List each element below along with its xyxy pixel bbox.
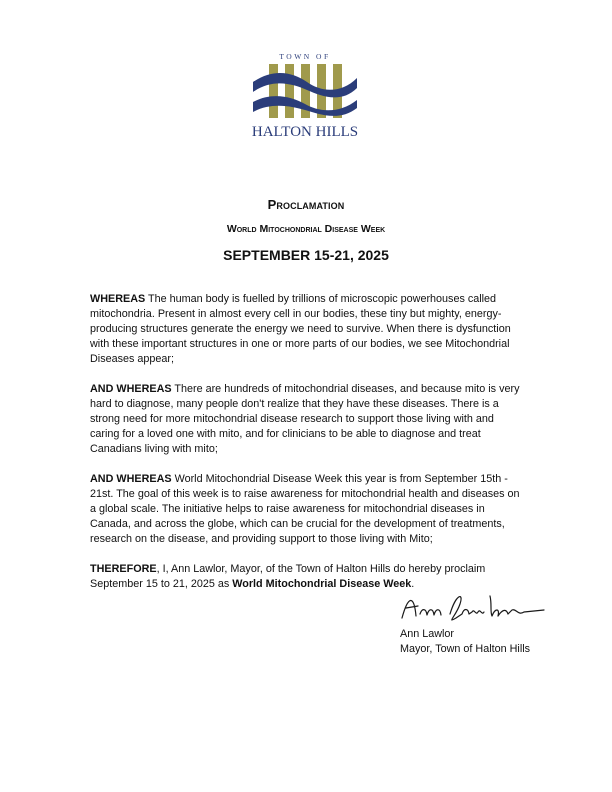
signer-name: Ann Lawlor (400, 628, 455, 640)
therefore-lead: THEREFORE (90, 563, 157, 575)
whereas-lead: AND WHEREAS (90, 383, 172, 395)
proclamation-dates: SEPTEMBER 15-21, 2025 (223, 247, 389, 263)
whereas-text: The human body is fuelled by trillions of microscopic powerhouses called mitochondria. Present in almost every cell in our bodies, these tiny but mighty, energy-producing structures generate the energy we need to survive. When there is dysfunction with these important structures in one or more parts of our bodies, we see Mitochondrial Diseases appear; (90, 293, 511, 365)
therefore-bold-end: World Mitochondrial Disease Week (232, 578, 412, 590)
whereas-lead: AND WHEREAS (90, 473, 172, 485)
whereas-paragraph-2 (90, 382, 526, 457)
logo-name: HALTON HILLS (251, 124, 359, 140)
therefore-paragraph (90, 562, 526, 592)
town-logo (245, 50, 365, 142)
whereas-paragraph-3 (90, 472, 526, 547)
proclamation-subtitle: World Mitochondrial Disease Week (226, 223, 386, 235)
whereas-paragraph-1 (90, 292, 526, 367)
whereas-text: There are hundreds of mitochondrial diseases, and because mito is very hard to diagnose, many people don't realize that they have these diseases. There is a strong need for more mitochondrial disease research to support those living with and caring for a loved one with mito, and for clinicians to be able to diagnose and treat Canadians living with mito; (90, 383, 520, 455)
whereas-text: World Mitochondrial Disease Week this year is from September 15th - 21st. The goal of this week is to raise awareness for mitochondrial health and diseases on a global scale. The initiative helps to raise awareness for mitochondrial diseases in Canada, and across the globe, which can be crucial for the development of treatments, research on the disease, and providing support to those living with Mito; (90, 473, 520, 545)
handwritten-signature (398, 590, 548, 626)
therefore-tail: . (411, 578, 415, 590)
logo-top-text: TOWN OF (279, 52, 331, 61)
whereas-lead: WHEREAS (90, 293, 146, 305)
signer-block (400, 627, 530, 657)
signer-title: Mayor, Town of Halton Hills (400, 643, 531, 655)
proclamation-title: Proclamation (267, 197, 345, 212)
proclamation-body (90, 292, 526, 607)
therefore-text: , I, Ann Lawlor, Mayor, of the Town of Halton Hills do hereby proclaim September 15 to 21, 2025 as (90, 563, 486, 590)
